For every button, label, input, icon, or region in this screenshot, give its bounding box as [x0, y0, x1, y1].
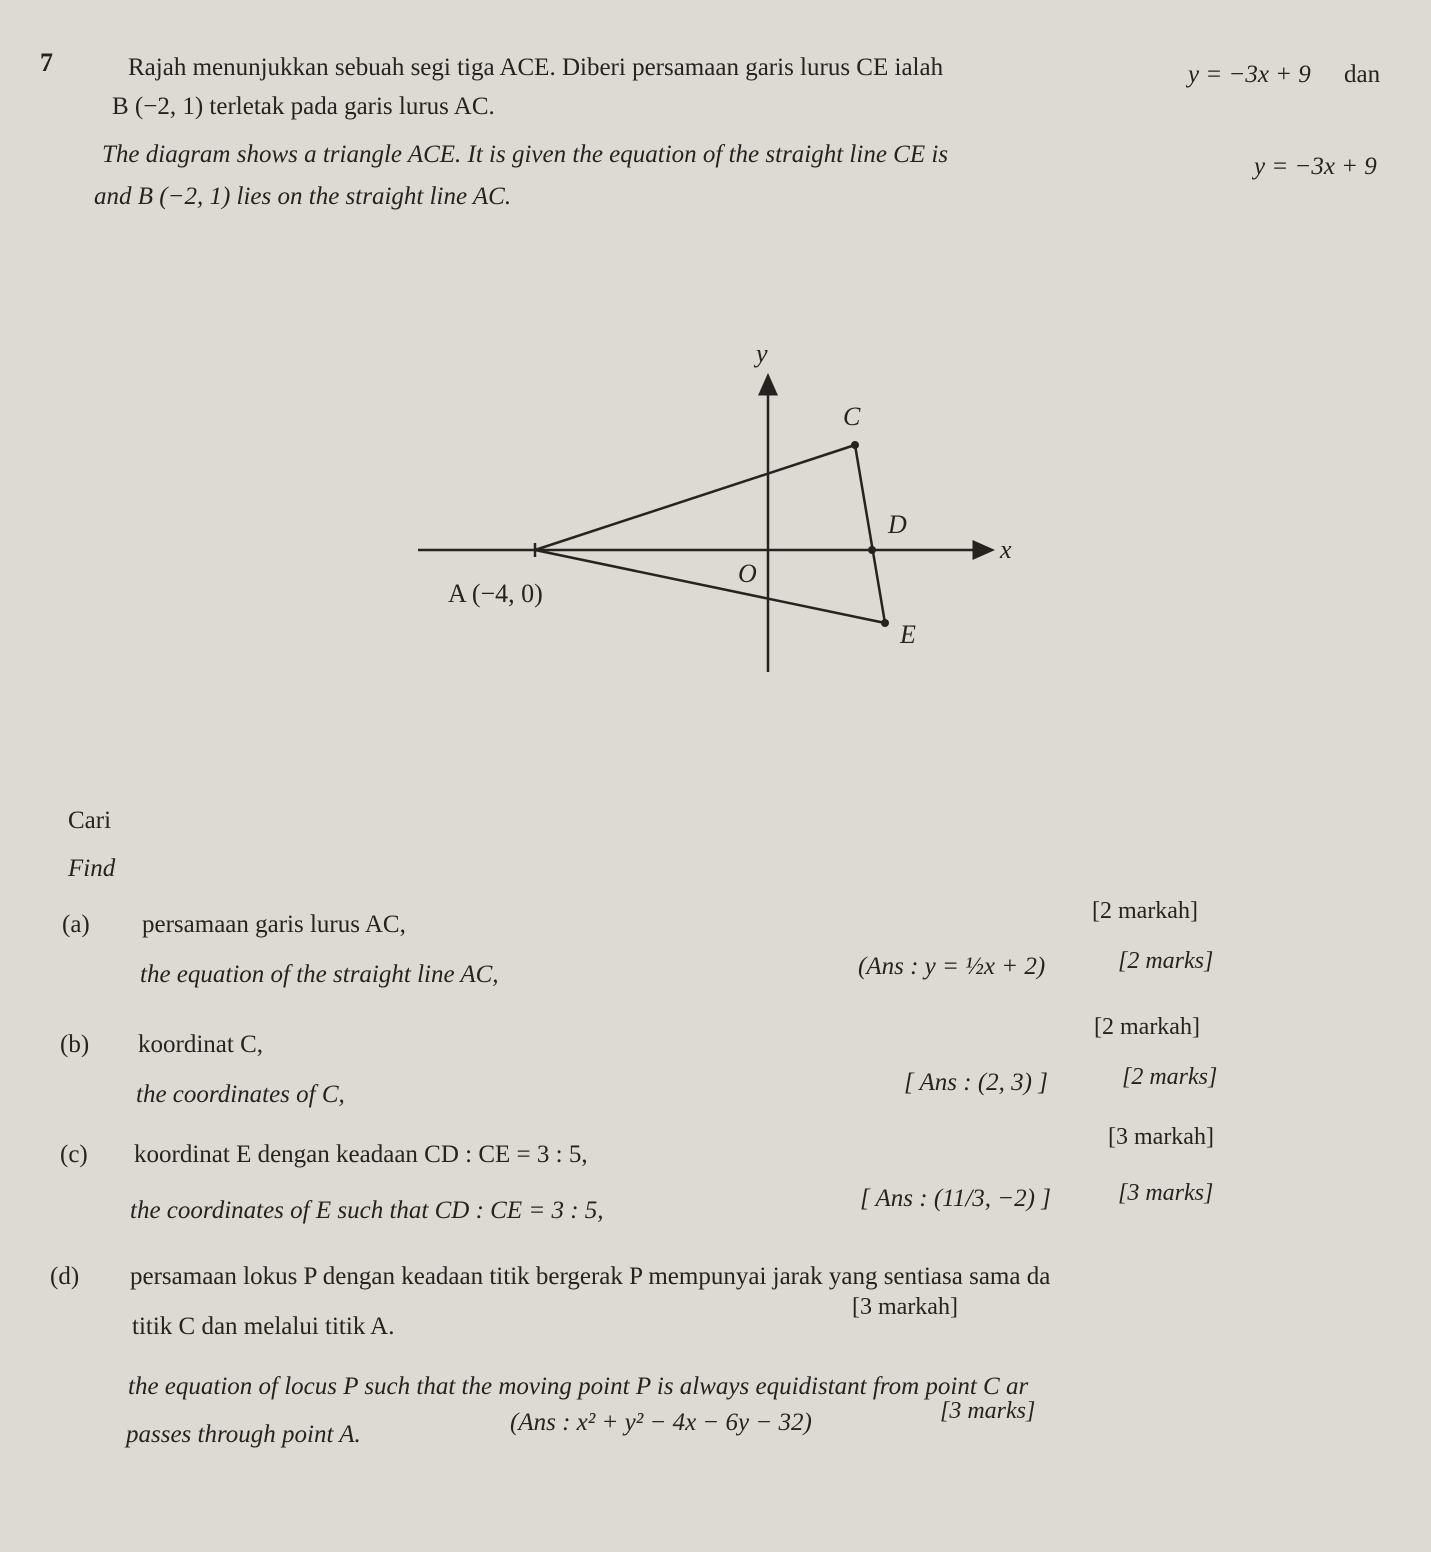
part-a-malay-marks: [2 markah]: [1092, 898, 1198, 924]
point-d-label: D: [888, 510, 907, 539]
stem-malay-line2: B (−2, 1) terletak pada garis lurus AC.: [112, 93, 495, 120]
point-c-label: C: [843, 402, 861, 431]
line-ae: [535, 550, 885, 623]
point-e-dot: [881, 619, 889, 627]
line-ce: [855, 445, 885, 623]
stem-malay-equation: y = −3x + 9: [1188, 61, 1311, 88]
part-b-english-marks: [2 marks]: [1122, 1064, 1218, 1090]
point-d-dot: [868, 546, 876, 554]
stem-malay-dan: dan: [1344, 61, 1381, 88]
part-a-malay: persamaan garis lurus AC,: [142, 911, 406, 938]
part-d-malay-line1: persamaan lokus P dengan keadaan titik bergerak P mempunyai jarak yang sentiasa sama da: [130, 1263, 1051, 1290]
part-d-malay-marks: [3 markah]: [852, 1294, 958, 1320]
find-english: Find: [68, 855, 116, 882]
point-e-label: E: [900, 620, 916, 649]
part-b-malay-marks: [2 markah]: [1094, 1014, 1200, 1040]
part-c-malay: koordinat E dengan keadaan CD : CE = 3 : 5,: [134, 1141, 588, 1168]
part-c-english: the coordinates of E such that CD : CE = 3 : 5,: [130, 1197, 604, 1224]
part-b-label: (b): [60, 1031, 90, 1058]
origin-label: O: [738, 559, 757, 588]
find-malay: Cari: [68, 807, 112, 834]
part-c-english-marks: [3 marks]: [1118, 1180, 1214, 1206]
x-axis-label: x: [1000, 535, 1012, 564]
stem-english-equation: y = −3x + 9: [1254, 153, 1377, 180]
part-d-malay-line2: titik C dan melalui titik A.: [132, 1313, 395, 1340]
part-a-english: the equation of the straight line AC,: [140, 961, 499, 988]
part-b-malay: koordinat C,: [138, 1031, 263, 1058]
point-c-dot: [851, 441, 859, 449]
point-a-label: A (−4, 0): [448, 579, 543, 608]
part-b-english: the coordinates of C,: [136, 1081, 345, 1108]
part-d-english-marks: [3 marks]: [940, 1398, 1036, 1424]
part-b-answer: [ Ans : (2, 3) ]: [904, 1069, 1048, 1096]
part-d-answer: (Ans : x² + y² − 4x − 6y − 32): [510, 1409, 812, 1436]
part-c-answer: [ Ans : (11/3, −2) ]: [860, 1185, 1051, 1212]
stem-english-line1: The diagram shows a triangle ACE. It is given the equation of the straight line CE is: [102, 141, 949, 168]
part-c-malay-marks: [3 markah]: [1108, 1124, 1214, 1150]
part-a-english-marks: [2 marks]: [1118, 948, 1214, 974]
stem-english-line2: and B (−2, 1) lies on the straight line AC.: [94, 183, 512, 210]
part-a-answer: (Ans : y = ½x + 2): [858, 953, 1046, 980]
part-c-label: (c): [60, 1141, 88, 1168]
part-d-label: (d): [50, 1263, 80, 1290]
part-d-english-line1: the equation of locus P such that the moving point P is always equidistant from point C ar: [128, 1373, 1029, 1400]
stem-malay-line1: Rajah menunjukkan sebuah segi tiga ACE. Diberi persamaan garis lurus CE ialah: [128, 54, 944, 81]
part-a-label: (a): [62, 911, 90, 938]
part-d-english-line2: passes through point A.: [126, 1421, 361, 1448]
question-number: 7: [40, 48, 53, 77]
line-ac: [535, 445, 855, 550]
y-axis-label: y: [756, 339, 768, 368]
